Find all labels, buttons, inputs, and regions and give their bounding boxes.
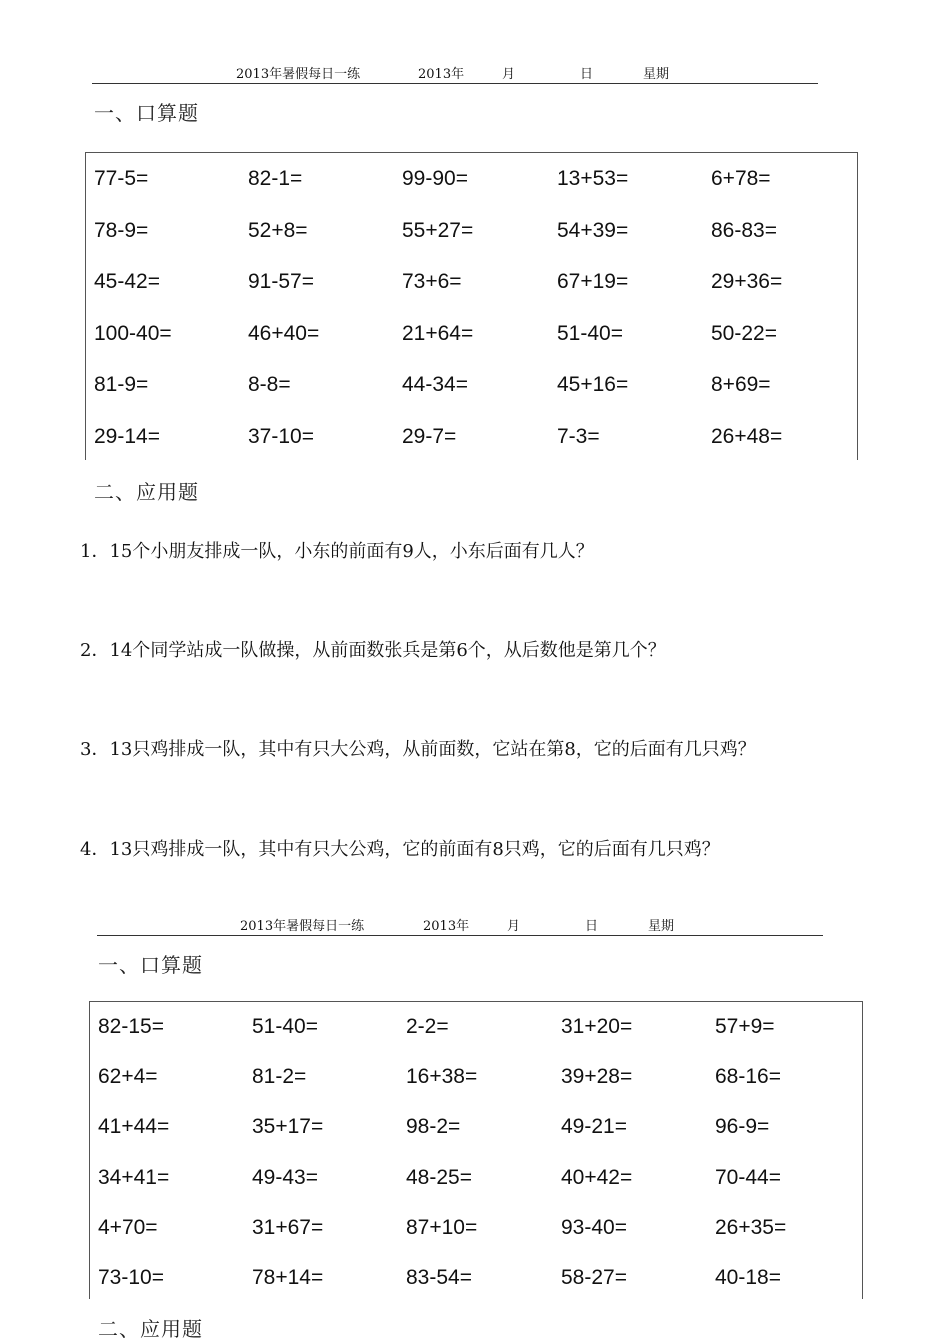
header-rule xyxy=(92,83,818,84)
calc-item: 82-1= xyxy=(248,167,303,190)
calc-item: 35+17= xyxy=(252,1115,324,1139)
calc-item: 4+70= xyxy=(98,1215,158,1239)
calc-item: 73-10= xyxy=(98,1266,164,1289)
calc-item: 40+42= xyxy=(561,1165,633,1189)
calc-item: 51-40= xyxy=(557,321,623,345)
header-weekday: 星期 xyxy=(643,67,670,82)
word-problem-2: 2．14个同学站成一队做操，从前面数张兵是第6个，从后数他是第几个？ xyxy=(80,640,666,661)
calc-item: 67+19= xyxy=(557,270,629,294)
calc-item: 45-42= xyxy=(94,270,160,294)
calc-item: 100-40= xyxy=(94,321,172,345)
calc-item: 78+14= xyxy=(252,1266,324,1289)
calc-item: 40-18= xyxy=(715,1266,781,1289)
section-title-mental-math: 一、口算题 xyxy=(98,953,203,977)
calc-item: 26+48= xyxy=(711,425,783,448)
calc-item: 6+78= xyxy=(711,167,771,190)
calc-item: 21+64= xyxy=(402,321,474,345)
calc-item: 26+35= xyxy=(715,1215,787,1239)
calc-item: 62+4= xyxy=(98,1065,158,1089)
header-month: 月 xyxy=(502,67,516,82)
calc-item: 77-5= xyxy=(94,167,149,190)
header-2 xyxy=(0,915,950,933)
calc-item: 58-27= xyxy=(561,1266,627,1289)
calc-item: 51-40= xyxy=(252,1015,318,1038)
calc-item: 82-15= xyxy=(98,1015,164,1038)
calc-item: 7-3= xyxy=(557,425,600,448)
header-day: 日 xyxy=(585,919,599,934)
calc-item: 44-34= xyxy=(402,373,468,397)
calc-item: 86-83= xyxy=(711,218,777,242)
calc-item: 78-9= xyxy=(94,218,149,242)
calc-item: 91-57= xyxy=(248,270,314,294)
calc-item: 29-7= xyxy=(402,425,457,448)
calc-item: 81-2= xyxy=(252,1065,307,1089)
calc-item: 39+28= xyxy=(561,1065,633,1089)
calc-item: 13+53= xyxy=(557,167,629,190)
header-1 xyxy=(0,63,950,81)
calc-item: 50-22= xyxy=(711,321,777,345)
calc-item: 96-9= xyxy=(715,1115,770,1139)
section-title-word-problems: 二、应用题 xyxy=(94,480,199,504)
section-title-mental-math: 一、口算题 xyxy=(94,101,199,125)
calc-item: 45+16= xyxy=(557,373,629,397)
calc-item: 31+20= xyxy=(561,1015,633,1038)
calc-item: 16+38= xyxy=(406,1065,478,1089)
calc-item: 93-40= xyxy=(561,1215,627,1239)
calc-item: 54+39= xyxy=(557,218,629,242)
calc-item: 37-10= xyxy=(248,425,314,448)
calc-item: 55+27= xyxy=(402,218,474,242)
header-day: 日 xyxy=(580,67,594,82)
calc-item: 98-2= xyxy=(406,1115,461,1139)
calc-item: 34+41= xyxy=(98,1165,170,1189)
calc-item: 8-8= xyxy=(248,373,291,397)
calc-item: 73+6= xyxy=(402,270,462,294)
section-title-word-problems: 二、应用题 xyxy=(98,1317,203,1341)
mental-math-table xyxy=(85,152,858,460)
header-weekday: 星期 xyxy=(648,919,675,934)
calc-item: 70-44= xyxy=(715,1165,781,1189)
calc-item: 41+44= xyxy=(98,1115,170,1139)
calc-item: 87+10= xyxy=(406,1215,478,1239)
header-year: 2013年 xyxy=(418,67,465,82)
header-rule xyxy=(97,935,823,936)
calc-item: 49-21= xyxy=(561,1115,627,1139)
calc-item: 52+8= xyxy=(248,218,308,242)
calc-item: 31+67= xyxy=(252,1215,324,1239)
calc-item: 83-54= xyxy=(406,1266,472,1289)
mental-math-table xyxy=(89,1001,863,1299)
calc-item: 48-25= xyxy=(406,1165,472,1189)
header-title: 2013年暑假每日一练 xyxy=(236,67,361,82)
calc-item: 68-16= xyxy=(715,1065,781,1089)
header-title: 2013年暑假每日一练 xyxy=(240,919,365,934)
word-problem-4: 4．13只鸡排成一队，其中有只大公鸡，它的前面有8只鸡，它的后面有几只鸡？ xyxy=(80,839,720,860)
header-month: 月 xyxy=(507,919,521,934)
calc-item: 8+69= xyxy=(711,373,771,397)
calc-item: 81-9= xyxy=(94,373,149,397)
calc-item: 46+40= xyxy=(248,321,320,345)
calc-item: 99-90= xyxy=(402,167,468,190)
word-problem-3: 3．13只鸡排成一队，其中有只大公鸡，从前面数，它站在第8，它的后面有几只鸡？ xyxy=(80,739,756,760)
word-problem-1: 1．15个小朋友排成一队，小东的前面有9人，小东后面有几人？ xyxy=(80,541,594,562)
calc-item: 2-2= xyxy=(406,1015,449,1038)
calc-item: 49-43= xyxy=(252,1165,318,1189)
calc-item: 29+36= xyxy=(711,270,783,294)
calc-item: 57+9= xyxy=(715,1015,775,1038)
calc-item: 29-14= xyxy=(94,425,160,448)
header-year: 2013年 xyxy=(423,919,470,934)
